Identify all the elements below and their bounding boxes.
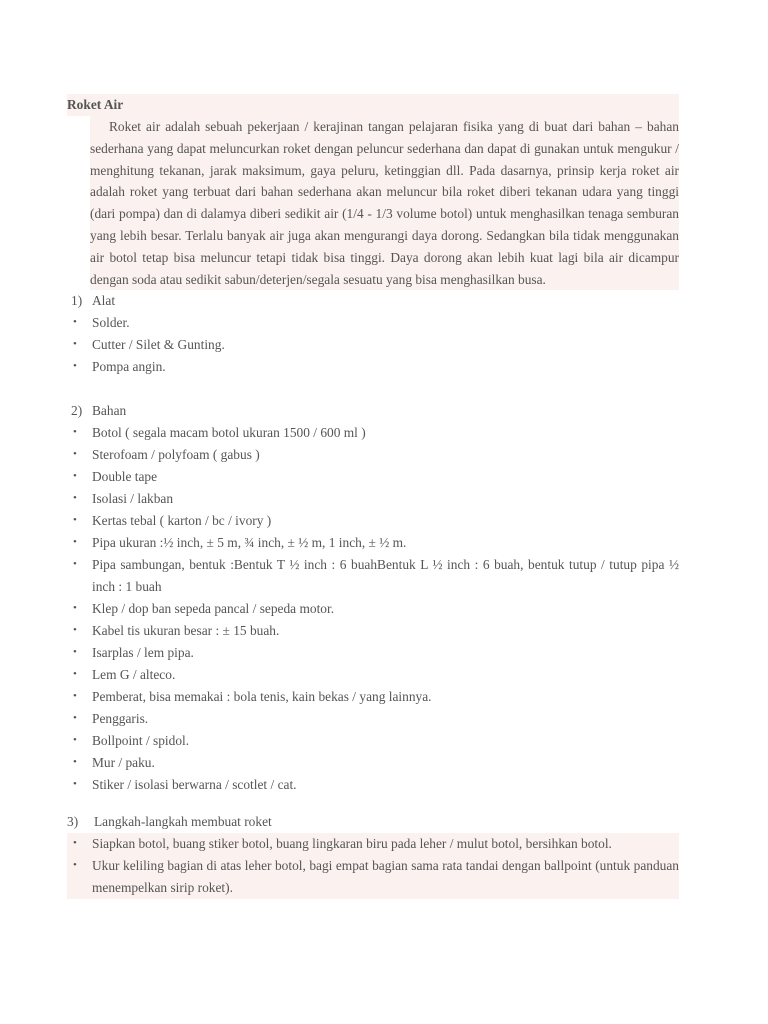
bullet-icon: • [73,426,77,439]
list-item: • Solder. [67,312,679,334]
bullet-icon: • [73,338,77,351]
bullet-icon: • [73,360,77,373]
list-item: • Kertas tebal ( karton / bc / ivory ) [67,510,679,532]
bullet-icon: • [73,858,77,871]
list-item: • Isarplas / lem pipa. [67,642,679,664]
bullet-icon: • [73,733,77,746]
list-item: • Sterofoam / polyfoam ( gabus ) [67,444,679,466]
bahan-list [67,422,679,796]
list-item: • Pipa sambungan, bentuk :Bentuk T ½ inch : 6 buahBentuk L ½ inch : 6 buah, bentuk tutup / tutup pipa ½ inch : 1 buah [67,554,679,598]
section-header-langkah [67,811,679,833]
document [67,94,679,899]
bullet-icon: • [73,316,77,329]
section-header-alat [67,290,679,312]
bullet-icon: • [73,470,77,483]
list-item: • Isolasi / lakban [67,488,679,510]
list-item: • Mur / paku. [67,752,679,774]
bullet-icon: • [73,755,77,768]
section-label: Langkah-langkah membuat roket [94,813,272,829]
bullet-icon: • [73,536,77,549]
bullet-icon: • [73,558,77,571]
list-item: • Kabel tis ukuran besar : ± 15 buah. [67,620,679,642]
bullet-icon: • [73,711,77,724]
bullet-icon: • [73,836,77,849]
intro-paragraph: Roket air adalah sebuah pekerjaan / kerajinan tangan pelajaran fisika yang di buat dari bahan – bahan sederhana yang dapat meluncurkan roket dengan peluncur sederhana dan dapat di gunakan untuk mengukur / menghitung tekanan, jarak maksimum, gaya peluru, ketinggian dll. Pada dasarnya, prinsip kerja roket air adalah roket yang terbuat dari bahan sederhana akan meluncur bila roket diberi tekanan udara yang tinggi (dari pompa) dan di dalamya diberi sedikit air (1/4 - 1/3 volume botol) untuk menghasilkan tenaga semburan yang lebih besar. Terlalu banyak air juga akan mengurangi daya dorong. Sedangkan bila tidak menggunakan air botol tetap bisa meluncur tetapi tidak bisa tinggi. Daya dorong akan lebih kuat lagi bila air dicampur dengan soda atau sedikit sabun/deterjen/segala sesuatu yang bisa menghasilkan busa. [90,116,679,290]
bullet-icon: • [73,448,77,461]
section-label: Bahan [92,403,127,419]
list-item: • Lem G / alteco. [67,664,679,686]
list-item: • Siapkan botol, buang stiker botol, buang lingkaran biru pada leher / mulut botol, bersihkan botol. [67,833,679,855]
bullet-icon: • [73,689,77,702]
bullet-icon: • [73,492,77,505]
bullet-icon: • [73,645,77,658]
section-number: 1) [71,293,83,309]
langkah-list [67,833,679,899]
bullet-icon: • [73,601,77,614]
bullet-icon: • [73,514,77,527]
list-item: • Klep / dop ban sepeda pancal / sepeda motor. [67,598,679,620]
bullet-icon: • [73,777,77,790]
list-item: • Ukur keliling bagian di atas leher botol, bagi empat bagian sama rata tandai dengan ballpoint (untuk panduan menempelkan sirip roket). [67,855,679,899]
section-number: 3) [67,813,79,829]
list-item: • Bollpoint / spidol. [67,730,679,752]
list-item: • Double tape [67,466,679,488]
list-item: • Cutter / Silet & Gunting. [67,334,679,356]
list-item: • Penggaris. [67,708,679,730]
list-item: • Pipa ukuran :½ inch, ± 5 m, ¾ inch, ± ½ m, 1 inch, ± ½ m. [67,532,679,554]
section-header-bahan [67,400,679,422]
list-item: • Botol ( segala macam botol ukuran 1500 / 600 ml ) [67,422,679,444]
alat-list [67,312,679,378]
section-label: Alat [92,293,116,309]
document-title: Roket Air [67,97,124,112]
list-item: • Stiker / isolasi berwarna / scotlet / cat. [67,774,679,796]
section-number: 2) [71,403,83,419]
list-item: • Pemberat, bisa memakai : bola tenis, kain bekas / yang lainnya. [67,686,679,708]
bullet-icon: • [73,667,77,680]
bullet-icon: • [73,623,77,636]
list-item: • Pompa angin. [67,356,679,378]
